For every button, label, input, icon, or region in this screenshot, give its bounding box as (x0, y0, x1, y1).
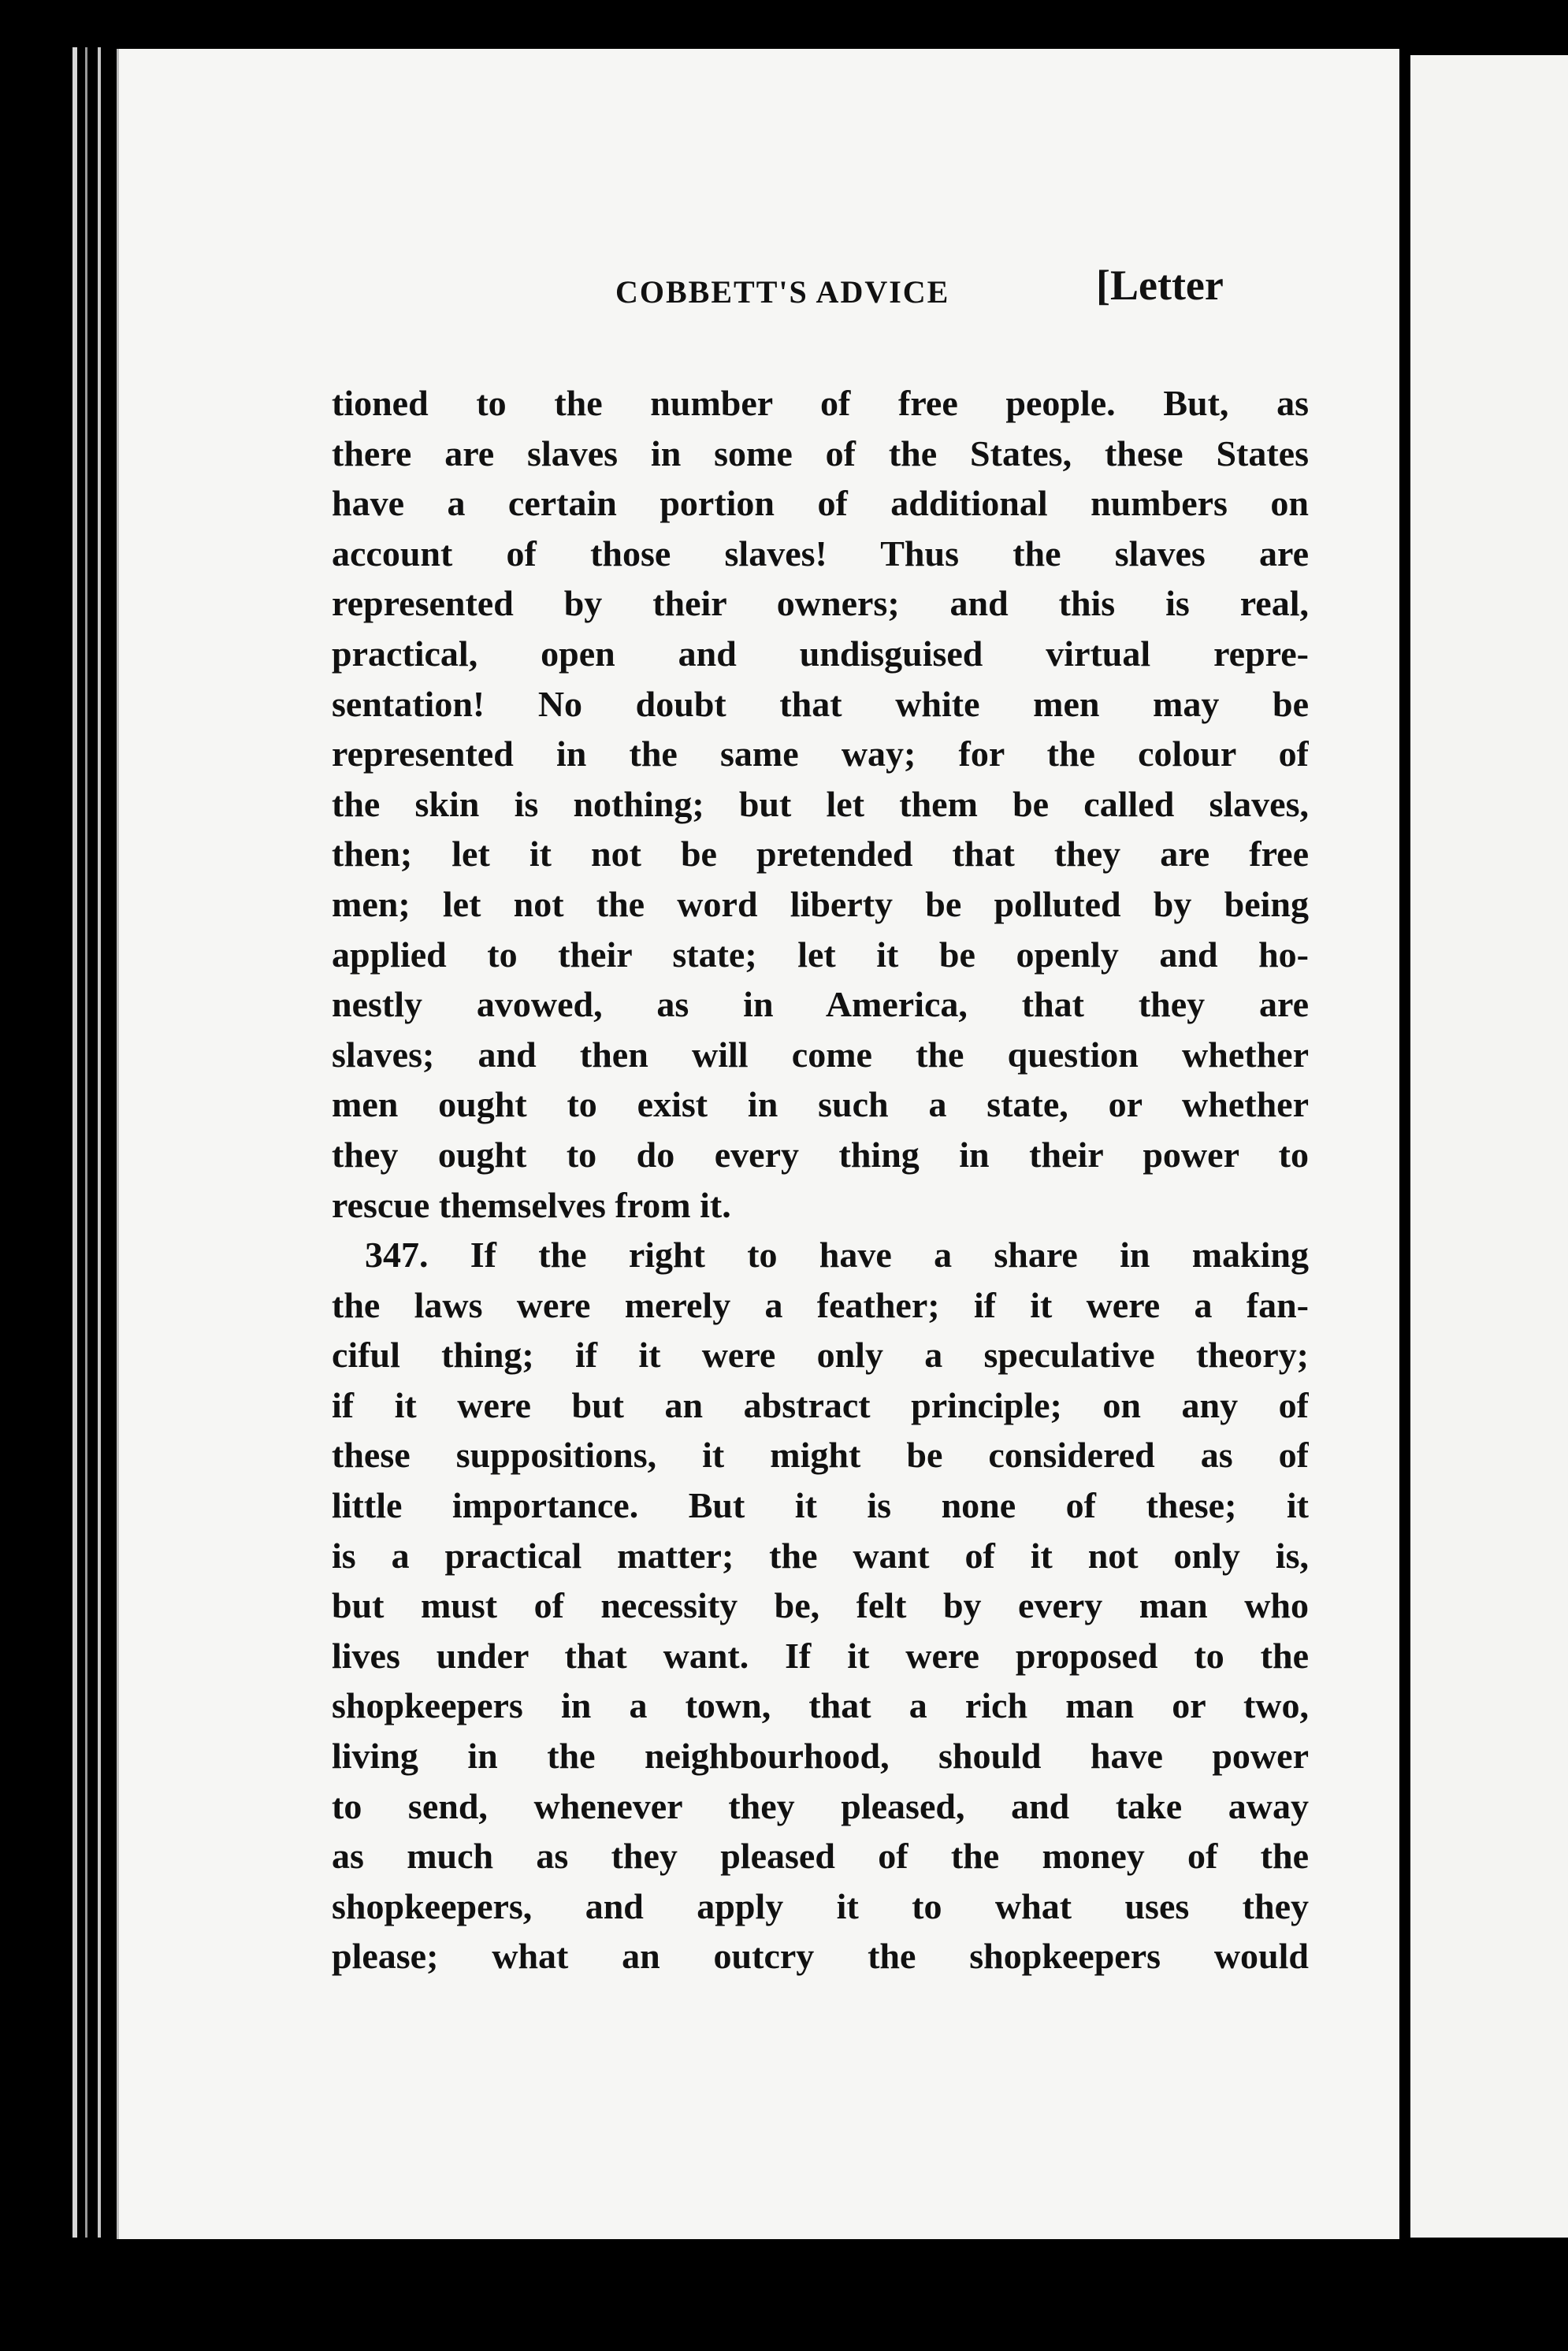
paragraph-start-347: 347. If the right to have a share in making (365, 1235, 1309, 1276)
text-line: men ought to exist in such a state, or whether (332, 1084, 1309, 1125)
text-line: nestly avowed, as in America, that they are (332, 984, 1309, 1025)
text-line: these suppositions, it might be considered as of (332, 1435, 1309, 1476)
text-line: little importance. But it is none of these; it (332, 1485, 1309, 1526)
binding-edge (72, 47, 77, 2238)
text-line: account of those slaves! Thus the slaves are (332, 533, 1309, 574)
page-header (119, 256, 1399, 327)
text-line: as much as they pleased of the money of the (332, 1836, 1309, 1877)
text-line: applied to their state; let it be openly and ho- (332, 934, 1309, 975)
text-line: there are slaves in some of the States, these States (332, 433, 1309, 474)
text-line: then; let it not be pretended that they are free (332, 834, 1309, 875)
text-line: to send, whenever they pleased, and take away (332, 1785, 1309, 1826)
section-mark: [Letter (1096, 262, 1224, 309)
binding-edge (85, 47, 87, 2238)
text-line: shopkeepers, and apply it to what uses they (332, 1885, 1309, 1926)
text-line: represented in the same way; for the colour of (332, 734, 1309, 774)
binding-edge (98, 47, 101, 2238)
text-line: have a certain portion of additional numbers on (332, 483, 1309, 524)
text-line: practical, open and undisguised virtual repre- (332, 633, 1309, 674)
text-line: please; what an outcry the shopkeepers would (332, 1936, 1309, 1977)
text-line: lives under that want. If it were proposed to the (332, 1635, 1309, 1676)
running-head: COBBETT'S ADVICE (615, 274, 950, 310)
text-line: represented by their owners; and this is real, (332, 583, 1309, 624)
text-line: living in the neighbourhood, should have power (332, 1736, 1309, 1777)
text-line: the skin is nothing; but let them be called slaves, (332, 783, 1309, 824)
text-line: the laws were merely a feather; if it were a fan- (332, 1284, 1309, 1325)
text-line: is a practical matter; the want of it not only is, (332, 1535, 1309, 1576)
body-text (332, 378, 1309, 1981)
text-line: slaves; and then will come the question whether (332, 1034, 1309, 1075)
text-line: shopkeepers in a town, that a rich man or two, (332, 1685, 1309, 1726)
book-page (117, 49, 1399, 2239)
text-line: rescue themselves from it. (332, 1184, 731, 1225)
text-line: if it were but an abstract principle; on any of (332, 1384, 1309, 1425)
text-line: ciful thing; if it were only a speculative theory; (332, 1335, 1309, 1376)
text-line: men; let not the word liberty be polluted by being (332, 883, 1309, 924)
text-line: tioned to the number of free people. But, as (332, 383, 1309, 423)
facing-page-edge (1410, 55, 1568, 2238)
text-line: but must of necessity be, felt by every man who (332, 1585, 1309, 1626)
text-line: they ought to do every thing in their power to (332, 1134, 1309, 1175)
text-line: sentation! No doubt that white men may be (332, 683, 1309, 724)
